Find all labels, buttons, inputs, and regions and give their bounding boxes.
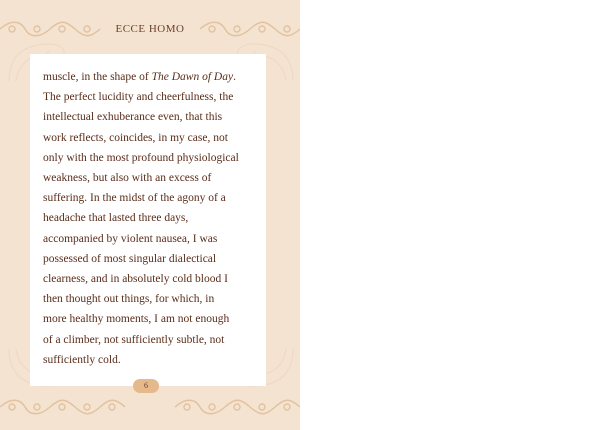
text-line: suffering. In the midst of the agony of a <box>43 192 226 205</box>
text-panel <box>30 54 266 386</box>
running-header-title: ECCE HOMO <box>115 23 185 35</box>
book-title-italic: The Dawn of Day <box>151 71 234 83</box>
text-line: clearness, and in absolutely cold blood I <box>43 273 228 286</box>
text-line: more healthy moments, I am not enough <box>43 313 230 326</box>
text-line-segment: . <box>233 71 236 83</box>
text-line: accompanied by violent nausea, I was <box>43 232 218 245</box>
text-line <box>43 67 256 87</box>
text-line-segment: muscle, in the shape of <box>43 71 152 83</box>
text-line: work reflects, coincides, in my case, not <box>43 131 228 144</box>
text-line: sufficiently cold. <box>43 353 121 366</box>
text-line: possessed of most singular dialectical <box>43 252 217 265</box>
text-line: then thought out things, for which, in <box>43 293 215 306</box>
text-line: of a climber, not sufficiently subtle, not <box>43 333 225 346</box>
text-line: The perfect lucidity and cheerfulness, the <box>43 91 234 104</box>
page-number-badge: 6 <box>133 379 159 393</box>
text-line: weakness, but also with an excess of <box>43 172 212 185</box>
text-line: intellectual exhuberance even, that this <box>43 111 223 124</box>
text-line: only with the most profound physiological <box>43 151 239 164</box>
bottom-ornament-border <box>0 396 300 418</box>
body-paragraph <box>43 67 256 370</box>
text-line: headache that lasted three days, <box>43 212 189 225</box>
